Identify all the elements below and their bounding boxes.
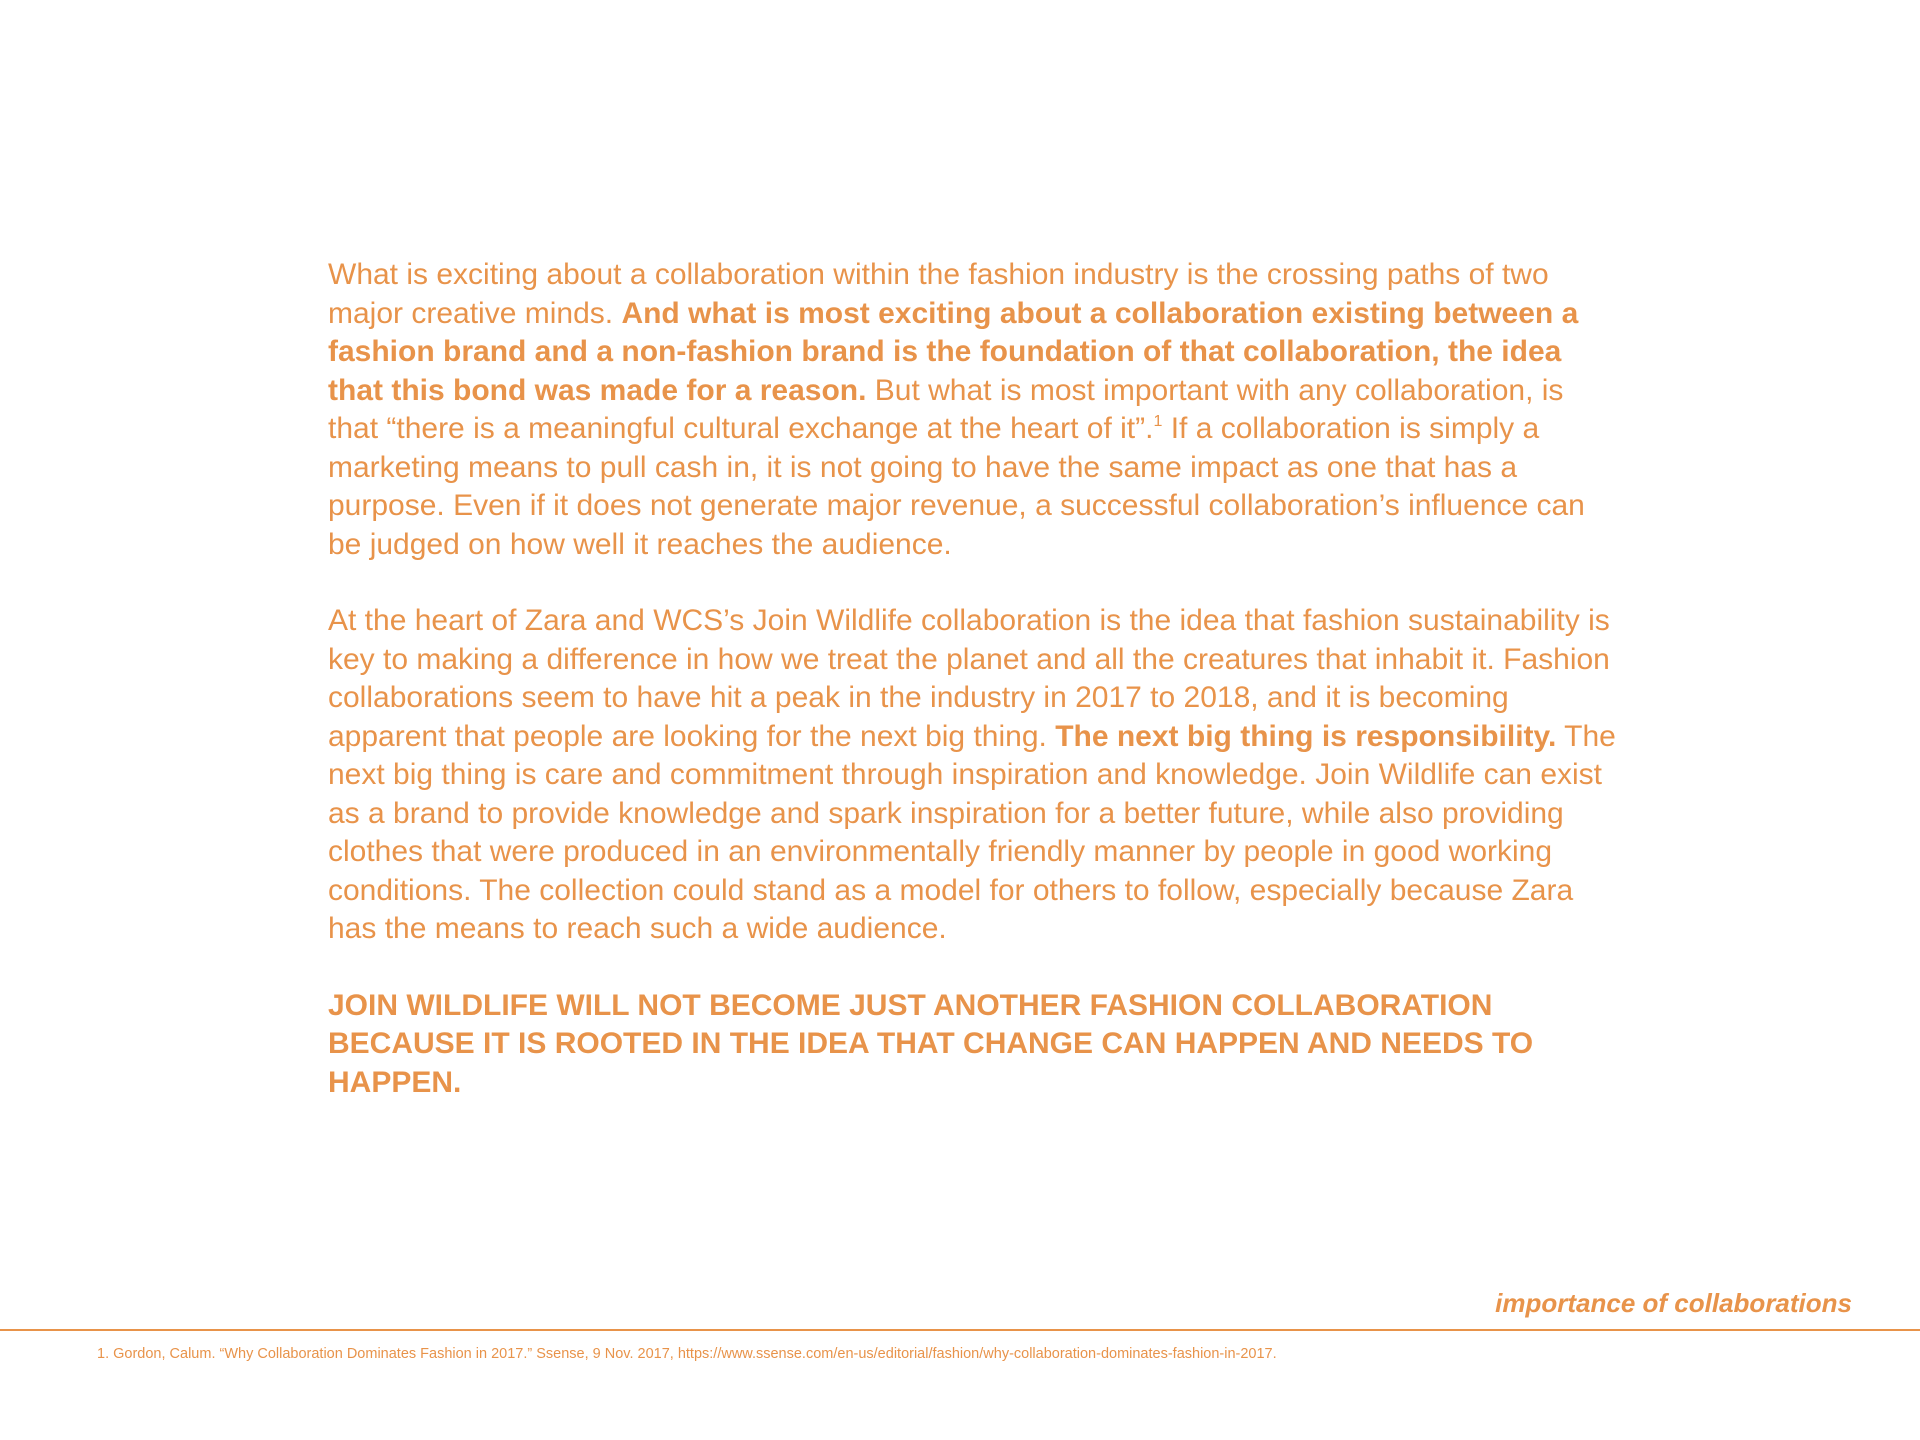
paragraph-1-text-a: What is exciting about a collaboration within the fashion industry is the crossing paths of two major creative minds. xyxy=(328,258,1549,330)
paragraph-1-text-c: If a collaboration is simply a marketing means to pull cash in, it is not going to have the same impact as one that has a purpose. Even if it does not generate major revenue, a successful collaboration’s influence can be judged on how well it reaches the audience. xyxy=(328,412,1585,561)
paragraph-2-text-b: The next big thing is care and commitment through inspiration and knowledge. Join Wildlife can exist as a brand to provide knowledge and spark inspiration for a better future, while also providing clothes that were produced in an environmentally friendly manner by people in good working conditions. The collection could stand as a model for others to follow, especially because Zara has the means to reach such a wide audience. xyxy=(328,719,1616,945)
paragraph-collaboration-excitement xyxy=(328,256,1618,564)
footnote-citation: 1. Gordon, Calum. “Why Collaboration Dominates Fashion in 2017.” Ssense, 9 Nov. 2017, https://www.ssense.com/en-us/editorial/fashion/why-collaboration-dominates-fashion-in-2017. xyxy=(97,1346,1277,1362)
main-text-column xyxy=(328,256,1618,1102)
paragraph-2-bold-statement: The next big thing is responsibility. xyxy=(1055,719,1557,753)
section-label: importance of collaborations xyxy=(1495,1288,1852,1318)
conclusion-statement: JOIN WILDLIFE WILL NOT BECOME JUST ANOTHER FASHION COLLABORATION BECAUSE IT IS ROOTED IN THE IDEA THAT CHANGE CAN HAPPEN AND NEEDS TO HAPPEN. xyxy=(328,988,1534,1099)
paragraph-1-bold-statement: And what is most exciting about a collaboration existing between a fashion brand and a non-fashion brand is the foundation of that collaboration, the idea that this bond was made for a reason. xyxy=(328,296,1579,407)
paragraph-join-wildlife xyxy=(328,602,1618,949)
footer-divider xyxy=(0,1329,1920,1331)
paragraph-1-text-b: But what is most important with any collaboration, is that “there is a meaningful cultural exchange at the heart of it”. xyxy=(328,373,1564,445)
footnote-reference: 1 xyxy=(1153,413,1163,430)
paragraph-2-text-a: At the heart of Zara and WCS’s Join Wildlife collaboration is the idea that fashion sustainability is key to making a difference in how we treat the planet and all the creatures that inhabit it. Fashion collaborations seem to have hit a peak in the industry in 2017 to 2018, and it is becoming apparent that people are looking for the next big thing. xyxy=(328,604,1610,753)
